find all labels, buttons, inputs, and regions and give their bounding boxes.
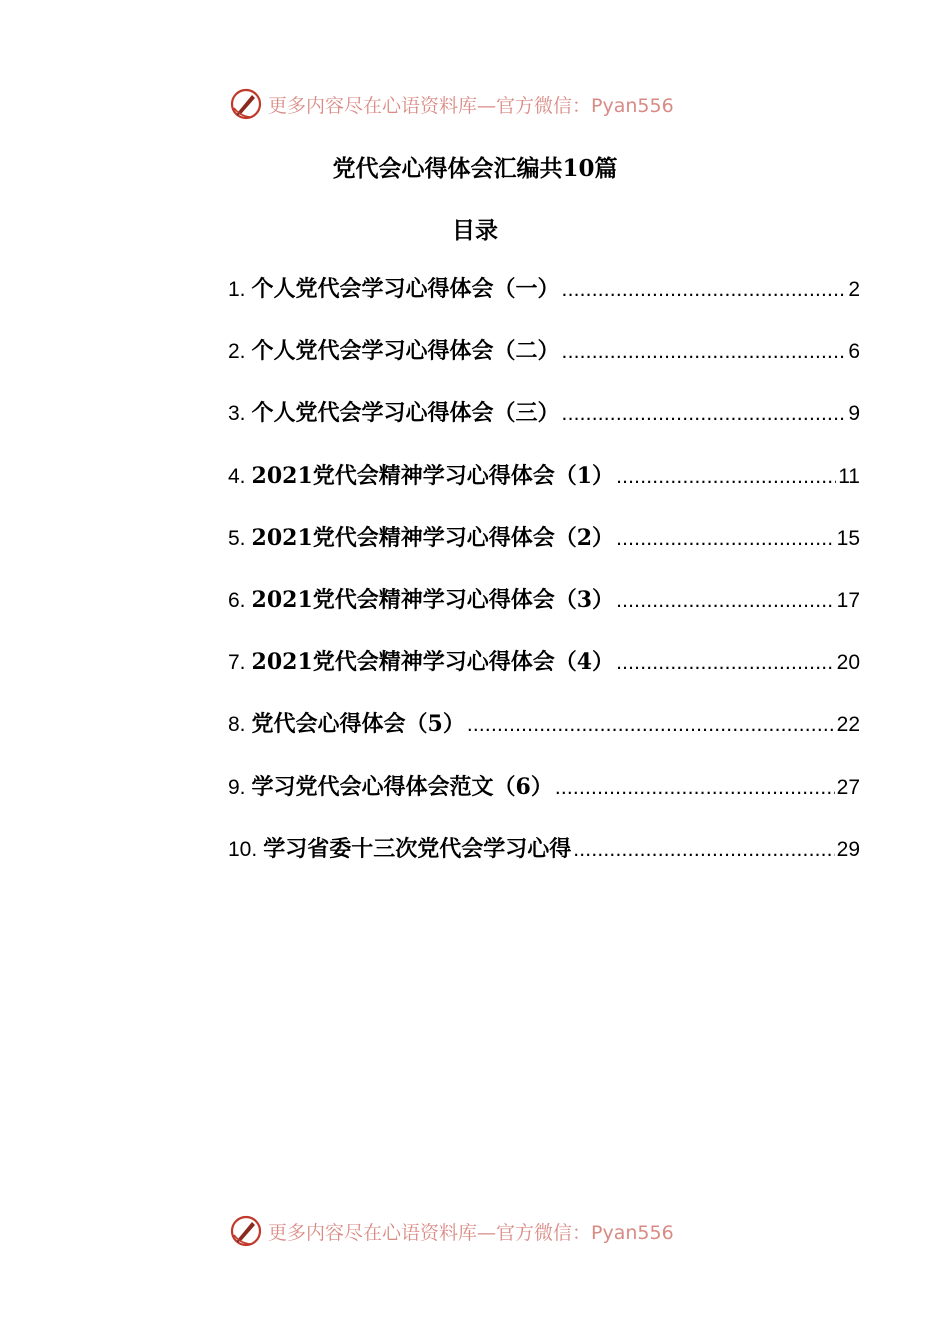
toc-entry-label: 学习省委十三次党代会学习心得 <box>263 835 572 862</box>
toc-entry-page: 15 <box>836 526 860 550</box>
toc-entry-label: 个人党代会学习心得体会（三） <box>251 400 560 427</box>
toc-entry-label: 2021党代会精神学习心得体会（1） <box>251 462 615 489</box>
toc-leader-dots <box>616 589 835 613</box>
toc-entry-page: 17 <box>836 588 860 612</box>
toc-entry[interactable] <box>228 770 860 832</box>
toc-entry-number: 3. <box>228 402 246 426</box>
toc-entry-page: 29 <box>836 837 860 861</box>
toc-entry-label: 个人党代会学习心得体会（一） <box>251 276 560 302</box>
toc-entry[interactable] <box>228 645 860 707</box>
toc-entry-page: 2 <box>848 278 860 301</box>
toc-leader-dots <box>562 340 847 364</box>
footer-banner <box>228 1211 674 1251</box>
toc-entry-page: 9 <box>848 402 860 426</box>
pen-logo-icon <box>228 86 264 122</box>
toc-leader-dots <box>616 465 836 489</box>
toc-leader-dots <box>467 713 835 737</box>
toc-leader-dots <box>573 838 834 862</box>
toc-leader-dots <box>555 776 835 800</box>
toc-entry[interactable] <box>228 396 860 458</box>
toc-entry[interactable] <box>228 832 860 894</box>
toc-entry-page: 27 <box>836 775 860 799</box>
toc-entry-label: 2021党代会精神学习心得体会（3） <box>251 586 615 613</box>
toc-leader-dots <box>616 527 835 551</box>
toc-entry-number: 4. <box>228 464 246 488</box>
toc-entry-label: 学习党代会心得体会范文（6） <box>251 773 553 800</box>
toc-entry-label: 党代会心得体会（5） <box>251 711 465 738</box>
toc-entry-number: 2. <box>228 340 246 364</box>
toc-heading: 目录 <box>452 217 498 244</box>
toc-entry[interactable] <box>228 272 860 334</box>
toc-entry[interactable] <box>228 334 860 396</box>
table-of-contents <box>228 272 860 894</box>
pen-logo-icon <box>228 1213 264 1249</box>
banner-text: 更多内容尽在心语资料库—官方微信：Pyan556 <box>268 94 674 117</box>
toc-entry-page: 6 <box>848 340 860 364</box>
document-title: 党代会心得体会汇编共10篇 <box>332 155 618 182</box>
toc-entry-number: 5. <box>228 526 246 550</box>
toc-entry-number: 8. <box>228 713 246 737</box>
toc-leader-dots <box>616 651 835 675</box>
toc-entry-number: 7. <box>228 651 246 675</box>
toc-entry[interactable] <box>228 707 860 769</box>
toc-entry-page: 22 <box>836 713 860 737</box>
toc-leader-dots <box>562 278 847 302</box>
toc-entry-page: 11 <box>838 464 860 488</box>
toc-entry-number: 1. <box>228 278 246 301</box>
toc-entry-label: 2021党代会精神学习心得体会（4） <box>251 649 615 676</box>
toc-entry-page: 20 <box>836 651 860 675</box>
toc-entry-number: 9. <box>228 775 246 799</box>
toc-entry[interactable] <box>228 521 860 583</box>
toc-entry-label: 2021党代会精神学习心得体会（2） <box>251 524 615 551</box>
toc-entry[interactable] <box>228 583 860 645</box>
toc-entry-label: 个人党代会学习心得体会（二） <box>251 338 560 365</box>
toc-entry[interactable] <box>228 459 860 521</box>
toc-entry-number: 6. <box>228 588 246 612</box>
toc-entry-number: 10. <box>228 837 258 861</box>
toc-leader-dots <box>562 402 847 426</box>
header-banner <box>228 84 674 124</box>
banner-text: 更多内容尽在心语资料库—官方微信：Pyan556 <box>268 1221 674 1244</box>
